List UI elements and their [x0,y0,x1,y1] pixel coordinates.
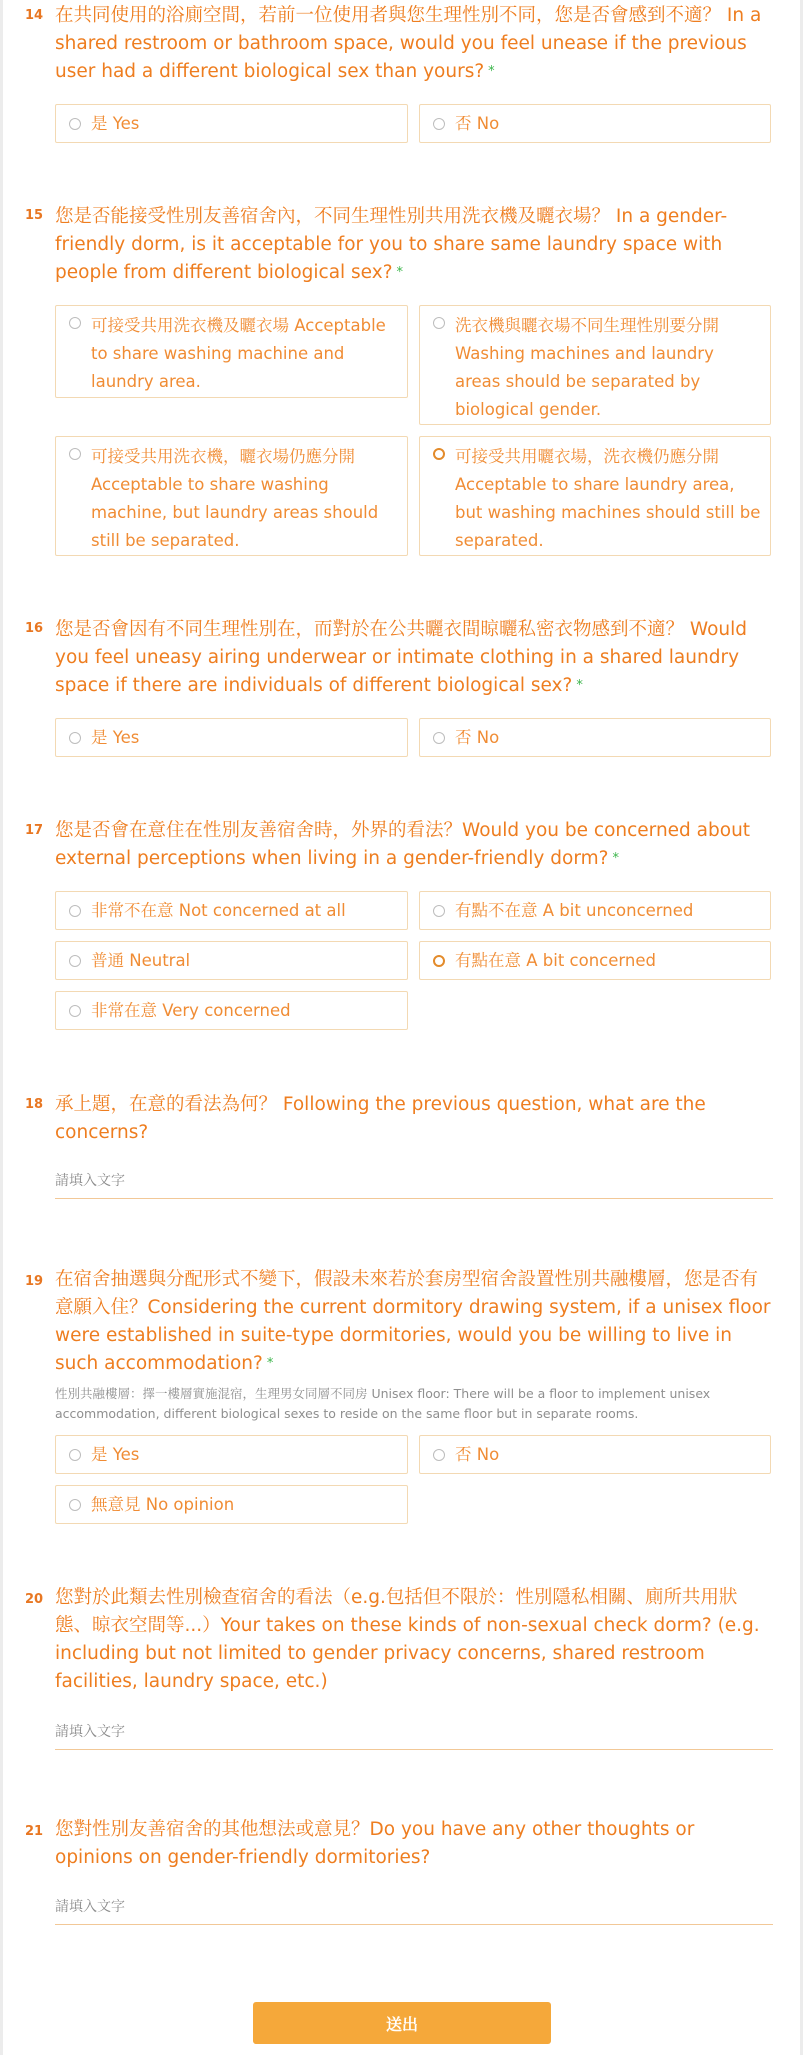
question-number: 15 [25,208,44,223]
option-label: 可接受共用洗衣機，曬衣場仍應分開 Acceptable to share washing machine, but laundry areas should still be separated. [91,447,379,550]
radio-icon[interactable] [69,955,81,967]
question-title-text: 您是否能接受性別友善宿舍內，不同生理性別共用洗衣機及曬衣場？ In a gender-friendly dorm, is it acceptable for you to share same laundry space with people from different biological sex? [55,206,728,283]
radio-icon[interactable] [433,905,445,917]
option-neutral[interactable] [55,941,408,980]
option-a-bit-unconcerned[interactable] [419,891,771,930]
question-title: 您對於此類去性別檢查宿舍的看法（e.g.包括但不限於：性別隱私相關、廁所共用狀態、晾衣空間等...）Your takes on these kinds of non-sexual check dorm? (e.g. including but not limited to gender privacy concerns, shared restroom facilities, laundry space, etc.) [55,1587,760,1692]
required-mark: * [488,64,495,79]
radio-icon[interactable] [433,1449,445,1461]
option-share-laundry-area[interactable] [419,436,771,556]
question-number: 18 [25,1097,44,1112]
question-number: 16 [25,621,44,636]
option-label: 否 No [455,728,500,747]
option-label: 可接受共用洗衣機及曬衣場 Acceptable to share washing machine and laundry area. [91,316,386,391]
question-number: 20 [25,1592,44,1607]
option-label: 非常不在意 Not concerned at all [91,901,346,920]
option-label: 有點不在意 A bit unconcerned [455,901,694,920]
question-number: 14 [25,8,44,23]
required-mark: * [576,678,583,693]
option-share-washer[interactable] [55,436,408,556]
required-mark: * [396,265,404,280]
option-label: 有點在意 A bit concerned [455,951,656,970]
option-label: 否 No [455,1445,500,1464]
question-title [55,203,773,287]
option-label: 是 Yes [91,114,140,133]
option-label: 是 Yes [91,728,140,747]
option-label: 否 No [455,114,500,133]
radio-icon[interactable] [69,448,81,460]
answer-field[interactable] [55,1891,773,1925]
answer-input[interactable] [55,1716,773,1748]
question-hint: 性別共融樓層：擇一樓層實施混宿，生理男女同層不同房 Unisex floor: There will be a floor to implement unisex accommodation, different biological sexes to reside on the same floor but in separate rooms. [55,1386,711,1421]
option-a-bit-concerned[interactable] [419,941,771,980]
option-label: 非常在意 Very concerned [91,1001,291,1020]
option-yes[interactable] [55,104,408,143]
question-number: 19 [25,1274,44,1289]
option-label: 是 Yes [91,1445,140,1464]
question-title-text: 在共同使用的浴廁空間，若前一位使用者與您生理性別不同，您是否會感到不適？ In a shared restroom or bathroom space, would you feel unease if the previous user had a different biological sex than yours? [55,5,762,82]
required-mark: * [266,1356,274,1371]
answer-input[interactable] [55,1165,773,1197]
question-number: 21 [25,1824,44,1839]
submit-button[interactable]: 送出 [253,2002,551,2044]
option-very-concerned[interactable] [55,991,408,1030]
question-title [55,817,773,873]
option-yes[interactable] [55,1435,408,1474]
answer-field[interactable] [55,1165,773,1199]
question-title: 您對性別友善宿舍的其他想法或意見？Do you have any other thoughts or opinions on gender-friendly dormitories? [55,1819,695,1868]
question-title-text: 在宿舍抽選與分配形式不變下，假設未來若於套房型宿舍設置性別共融樓層，您是否有意願入住？Considering the current dormitory drawing system, if a unisex floor were established in suite-type dormitories, would you be willing to live in such accommodation? [55,1269,771,1374]
option-label: 普通 Neutral [91,951,191,970]
option-label: 無意見 No opinion [91,1495,235,1514]
radio-icon[interactable] [433,955,445,967]
radio-icon[interactable] [69,317,81,329]
option-label: 洗衣機與曬衣場不同生理性別要分開 Washing machines and laundry areas should be separated by biological gender. [455,316,719,419]
question-title [55,1266,773,1378]
question-title-text: 您是否會在意住在性別友善宿舍時，外界的看法？Would you be concerned about external perceptions when living in a gender-friendly dorm? [55,820,751,869]
option-no[interactable] [419,1435,771,1474]
required-mark: * [612,851,619,866]
option-not-concerned-at-all[interactable] [55,891,408,930]
radio-icon[interactable] [69,1499,81,1511]
radio-icon[interactable] [433,317,445,329]
question-number: 17 [25,823,44,838]
option-label: 可接受共用曬衣場，洗衣機仍應分開 Acceptable to share laundry area, but washing machines should still be separated. [455,447,761,550]
radio-icon[interactable] [69,1449,81,1461]
radio-icon[interactable] [433,732,445,744]
radio-icon[interactable] [433,448,445,460]
page-frame-left [0,0,3,2055]
question-title [55,616,773,700]
question-title-text: 您是否會因有不同生理性別在，而對於在公共曬衣間晾曬私密衣物感到不適？ Would you feel uneasy airing underwear or intimate clothing in a shared laundry space if there are individuals of different biological sex? [55,619,748,696]
option-share-both[interactable] [55,305,408,398]
option-separate-both[interactable] [419,305,771,425]
question-title [55,2,773,86]
option-yes[interactable] [55,718,408,757]
question-title: 承上題，在意的看法為何？ Following the previous question, what are the concerns? [55,1094,706,1143]
radio-icon[interactable] [69,732,81,744]
radio-icon[interactable] [433,118,445,130]
radio-icon[interactable] [69,1005,81,1017]
radio-icon[interactable] [69,905,81,917]
answer-field[interactable] [55,1716,773,1750]
option-no[interactable] [419,104,771,143]
radio-icon[interactable] [69,118,81,130]
option-no[interactable] [419,718,771,757]
answer-input[interactable] [55,1891,773,1923]
option-no-opinion[interactable] [55,1485,408,1524]
